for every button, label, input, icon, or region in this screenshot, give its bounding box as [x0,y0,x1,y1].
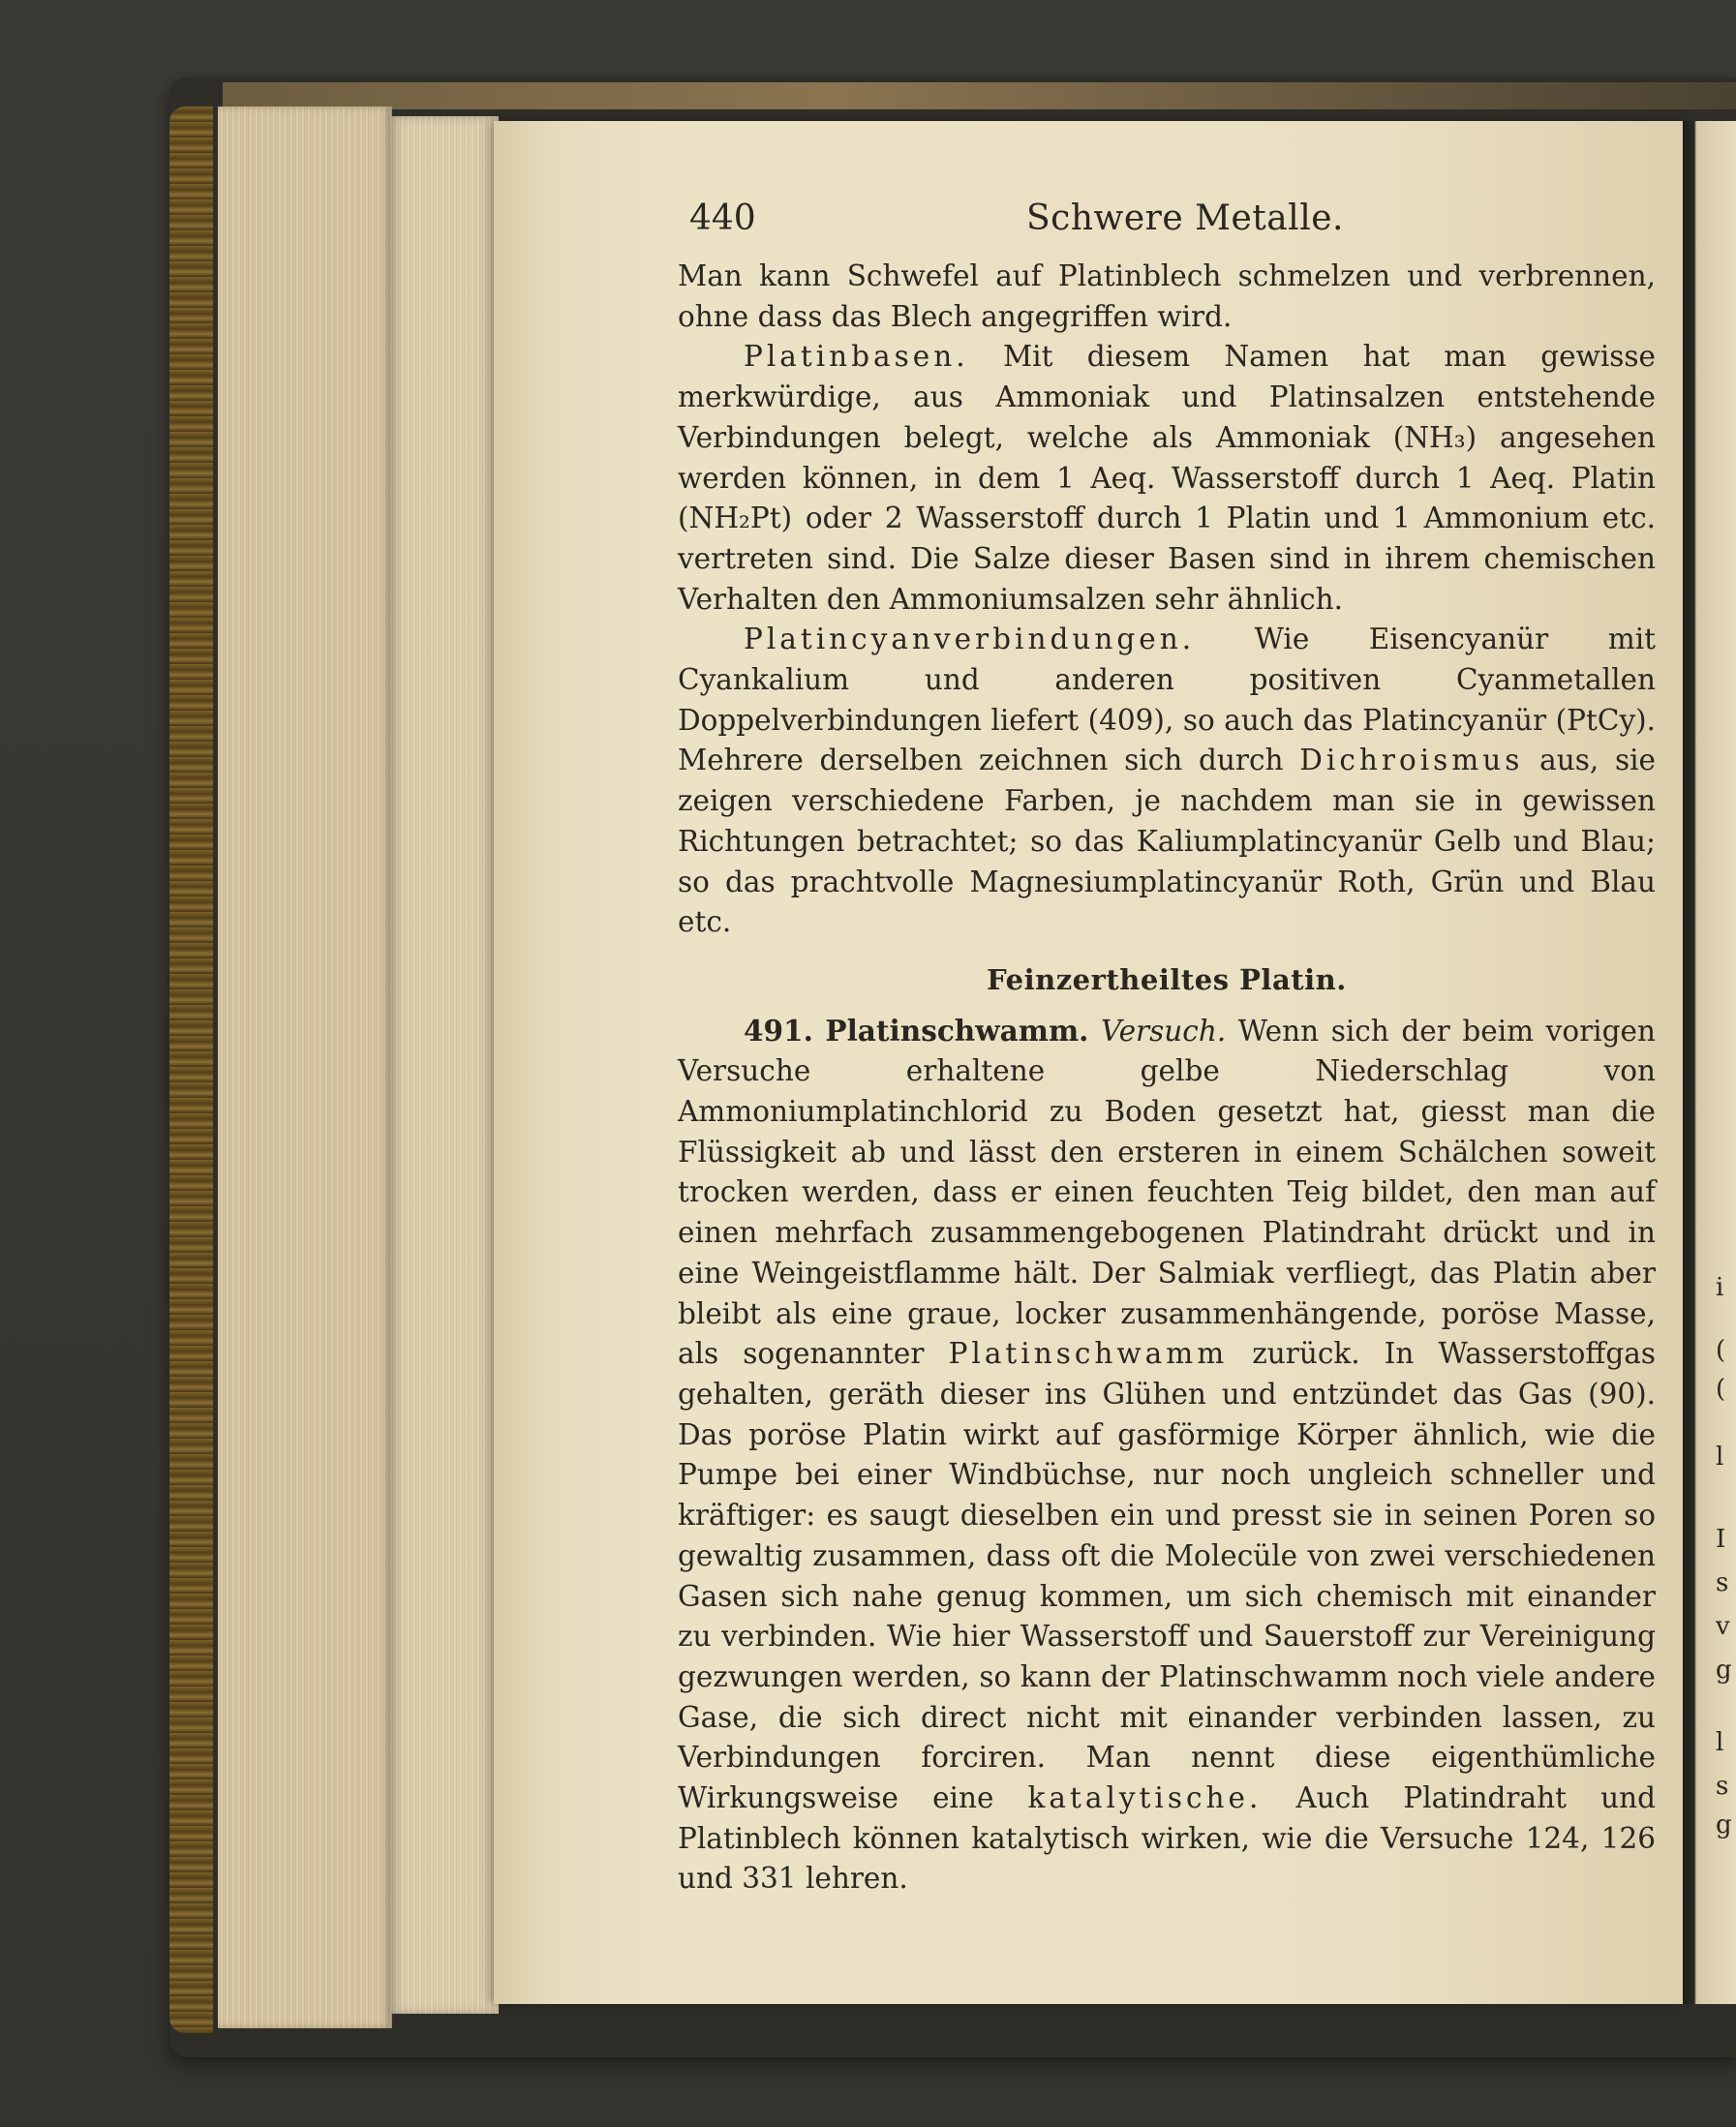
term-platinschwamm-title: Platinschwamm. [825,1013,1089,1048]
facing-page-fragment: i [1716,1273,1724,1302]
running-head [678,198,1656,257]
facing-page-fragment: ( [1716,1375,1726,1404]
term-platinschwamm: Platinschwamm [948,1337,1229,1371]
paragraph-platincyan [678,620,1656,943]
paragraph-platinschwamm-body-3: Auch Platindraht und Platinblech können katalytisch wirken, wie die Versuche 124, 126 und 331 lehren. [678,1781,1656,1896]
page-number: 440 [689,198,756,238]
facing-page-fragment: s [1716,1772,1729,1801]
section-heading: Feinzertheiltes Platin. [987,962,1347,996]
book-page [494,121,1683,2004]
header-title: Schwere Metalle. [1026,198,1344,238]
paragraph-platinschwamm [678,1011,1656,1899]
facing-page-fragment: l [1716,1728,1724,1757]
label-versuch: Versuch. [1101,1014,1227,1048]
facing-page-fragment: ( [1716,1336,1726,1365]
page-block-left [218,106,392,2028]
page-block-inner [387,116,499,2014]
facing-page-edge [1683,121,1736,2004]
facing-page-fragment: g [1716,1656,1732,1685]
facing-page-fragment: I [1716,1525,1726,1554]
facing-page-fragment: s [1716,1568,1729,1597]
facing-page-fragment: g [1716,1810,1732,1839]
paragraph-platinschwamm-body-1: Wenn sich der beim vorigen Versuche erhaltene gelbe Niederschlag von Ammoniumplatinchlorid zu Boden gesetzt hat, giesst man die Flüssigkeit ab und lässt den ersteren in einem Schälchen soweit trocken werden, dass er einen feuchten Teig bildet, den man auf einen mehrfach zusammengebogenen Platindraht drückt und in eine Weingeistflamme hält. Der Salmiak verfliegt, das Platin aber bleibt als eine graue, locker zusammenhängende, poröse Masse, als sogenannter [678,1014,1656,1371]
paragraph-number: 491. [744,1013,813,1048]
facing-page-fragment: v [1716,1612,1730,1641]
paragraph-platincyan-body-1: Wie Eisencyanür mit Cyankalium und anderen positiven Cyanmetallen Doppelverbindungen liefert (409), so auch das Platincyanür (PtCy). Mehrere derselben zeichnen sich durch [678,623,1656,777]
term-dichroismus: Dichroismus [1299,744,1524,777]
term-platinbasen: Platinbasen. [744,340,969,374]
paragraph-platinbasen-body: Mit diesem Namen hat man gewisse merkwürdige, aus Ammoniak und Platinsalzen entstehende Verbindungen belegt, welche als Ammoniak (NH₃) angesehen werden können, in dem 1 Aeq. Wasserstoff durch 1 Aeq. Platin (NH₂Pt) oder 2 Wasserstoff durch 1 Platin und 1 Ammonium etc. vertreten sind. Die Salze dieser Basen sind in ihrem chemischen Verhalten den Ammoniumsalzen sehr ähnlich. [678,340,1656,616]
paragraph-platincyan-body-2: aus, sie zeigen verschiedene Farben, je nachdem man sie in gewissen Richtungen betrachtet; so das Kaliumplatincyanür Gelb und Blau; so das prachtvolle Magnesiumplatincyanür Roth, Grün und Blau etc. [678,744,1656,939]
term-platincyanverbindungen: Platincyanverbindungen. [744,623,1196,656]
book-spine-edge [169,106,213,2033]
cover-top-strip [223,82,1736,109]
paragraph-platinbasen [678,337,1656,620]
term-katalytische: katalytische. [1027,1781,1263,1815]
paragraph-sulfur: Man kann Schwefel auf Platinblech schmelzen und verbrennen, ohne dass das Blech angegriffen wird. [678,259,1656,333]
page-text-block [678,198,1656,1899]
paragraph-platinschwamm-body-2: zurück. In Wasserstoffgas gehalten, geräth dieser ins Glühen und entzündet das Gas (90). Das poröse Platin wirkt auf gasförmige Körper ähnlich, wie die Pumpe bei einer Windbüchse, nur noch ungleich schneller und kräftiger: es saugt dieselben ein und presst sie in seinen Poren so gewaltig zusammen, dass oft die Molecüle von zwei verschiedenen Gasen sich nahe genug kommen, um sich chemisch mit einander zu verbinden. Wie hier Wasserstoff und Sauerstoff zur Vereinigung gezwungen werden, so kann der Platinschwamm noch viele andere Gase, die sich direct nicht mit einander verbinden lassen, zu Verbindungen forciren. Man nennt diese eigenthümliche Wirkungsweise eine [678,1337,1656,1815]
facing-page-fragment: l [1716,1443,1724,1472]
